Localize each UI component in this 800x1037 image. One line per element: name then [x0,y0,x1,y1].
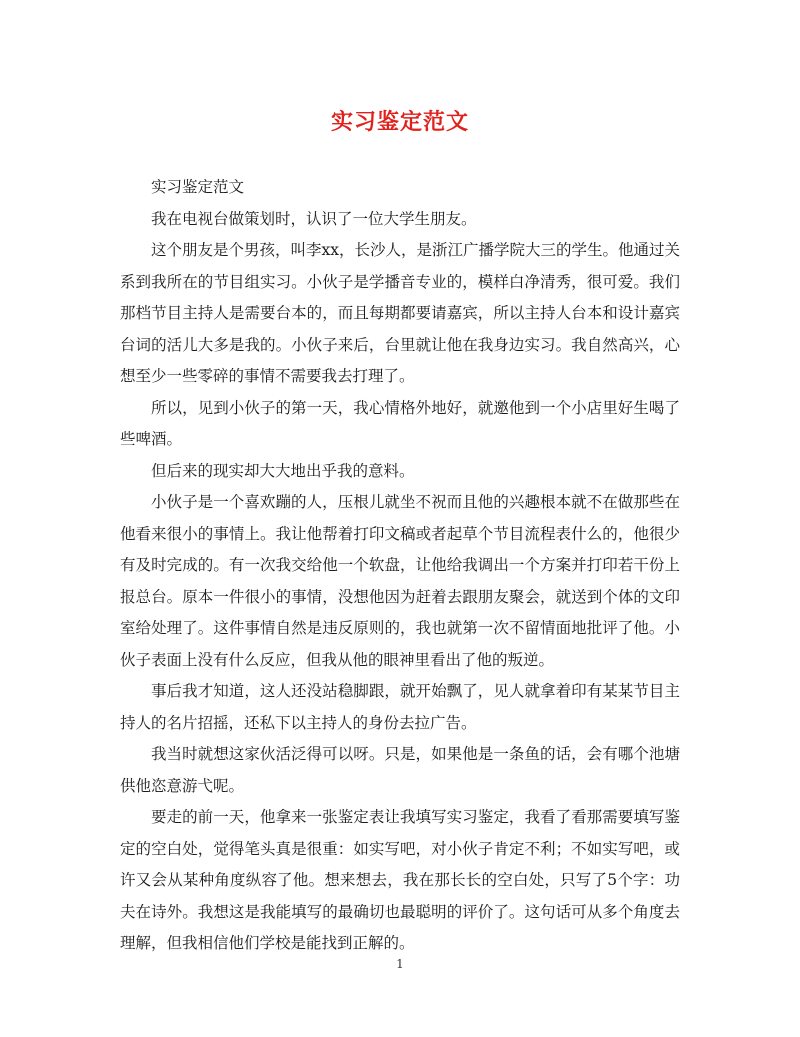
paragraph: 我在电视台做策划时，认识了一位大学生朋友。 [151,209,477,228]
paragraph: 这个朋友是个男孩，叫李xx，长沙人，是浙江广播学院大三的学生。他通过关系到我所在的节目组实习。小伙子是学播音专业的，模样白净清秀，很可爱。我们那档节目主持人是需要台本的，而且每期都要请嘉宾，所以主持人台本和设计嘉宾台词的活儿大多是我的。小伙子来后，台里就让他在我身边实习。我自然高兴，心想至少一些零碎的事情不需要我去打理了。 [120,241,680,385]
paragraph: 事后我才知道，这人还没站稳脚跟，就开始飘了，见人就拿着印有某某节目主持人的名片招摇，还私下以主持人的身份去拉广告。 [120,682,680,732]
paragraph-subtitle: 实习鉴定范文 [151,178,245,196]
document-body [120,172,680,960]
paragraph: 要走的前一天，他拿来一张鉴定表让我填写实习鉴定，我看了看那需要填写鉴定的空白处，觉得笔头真是很重：如实写吧，对小伙子肯定不利；不如实写吧，或许又会从某种角度纵容了他。想来想去，我在那长长的空白处，只写了5个字：功夫在诗外。我想这是我能填写的最确切也最聪明的评价了。这句话可从多个角度去理解，但我相信他们学校是能找到正解的。 [120,808,680,952]
document-title: 实习鉴定范文 [330,109,469,135]
page-number: 1 [396,957,404,971]
paragraph: 小伙子是一个喜欢蹦的人，压根儿就坐不祝而且他的兴趣根本就不在做那些在他看来很小的事情上。我让他帮着打印文稿或者起草个节目流程表什么的，他很少有及时完成的。有一次我交给他一个软盘，让他给我调出一个方案并打印若干份上报总台。原本一件很小的事情，没想他因为赶着去跟朋友聚会，就送到个体的文印室给处理了。这件事情自然是违反原则的，我也就第一次不留情面地批评了他。小伙子表面上没有什么反应，但我从他的眼神里看出了他的叛逆。 [120,493,680,669]
paragraph: 但后来的现实却大大地出乎我的意料。 [151,461,415,480]
paragraph: 所以，见到小伙子的第一天，我心情格外地好，就邀他到一个小店里好生喝了些啤酒。 [120,398,680,448]
paragraph: 我当时就想这家伙活泛得可以呀。只是，如果他是一条鱼的话，会有哪个池塘供他恣意游弋呢。 [120,745,680,795]
